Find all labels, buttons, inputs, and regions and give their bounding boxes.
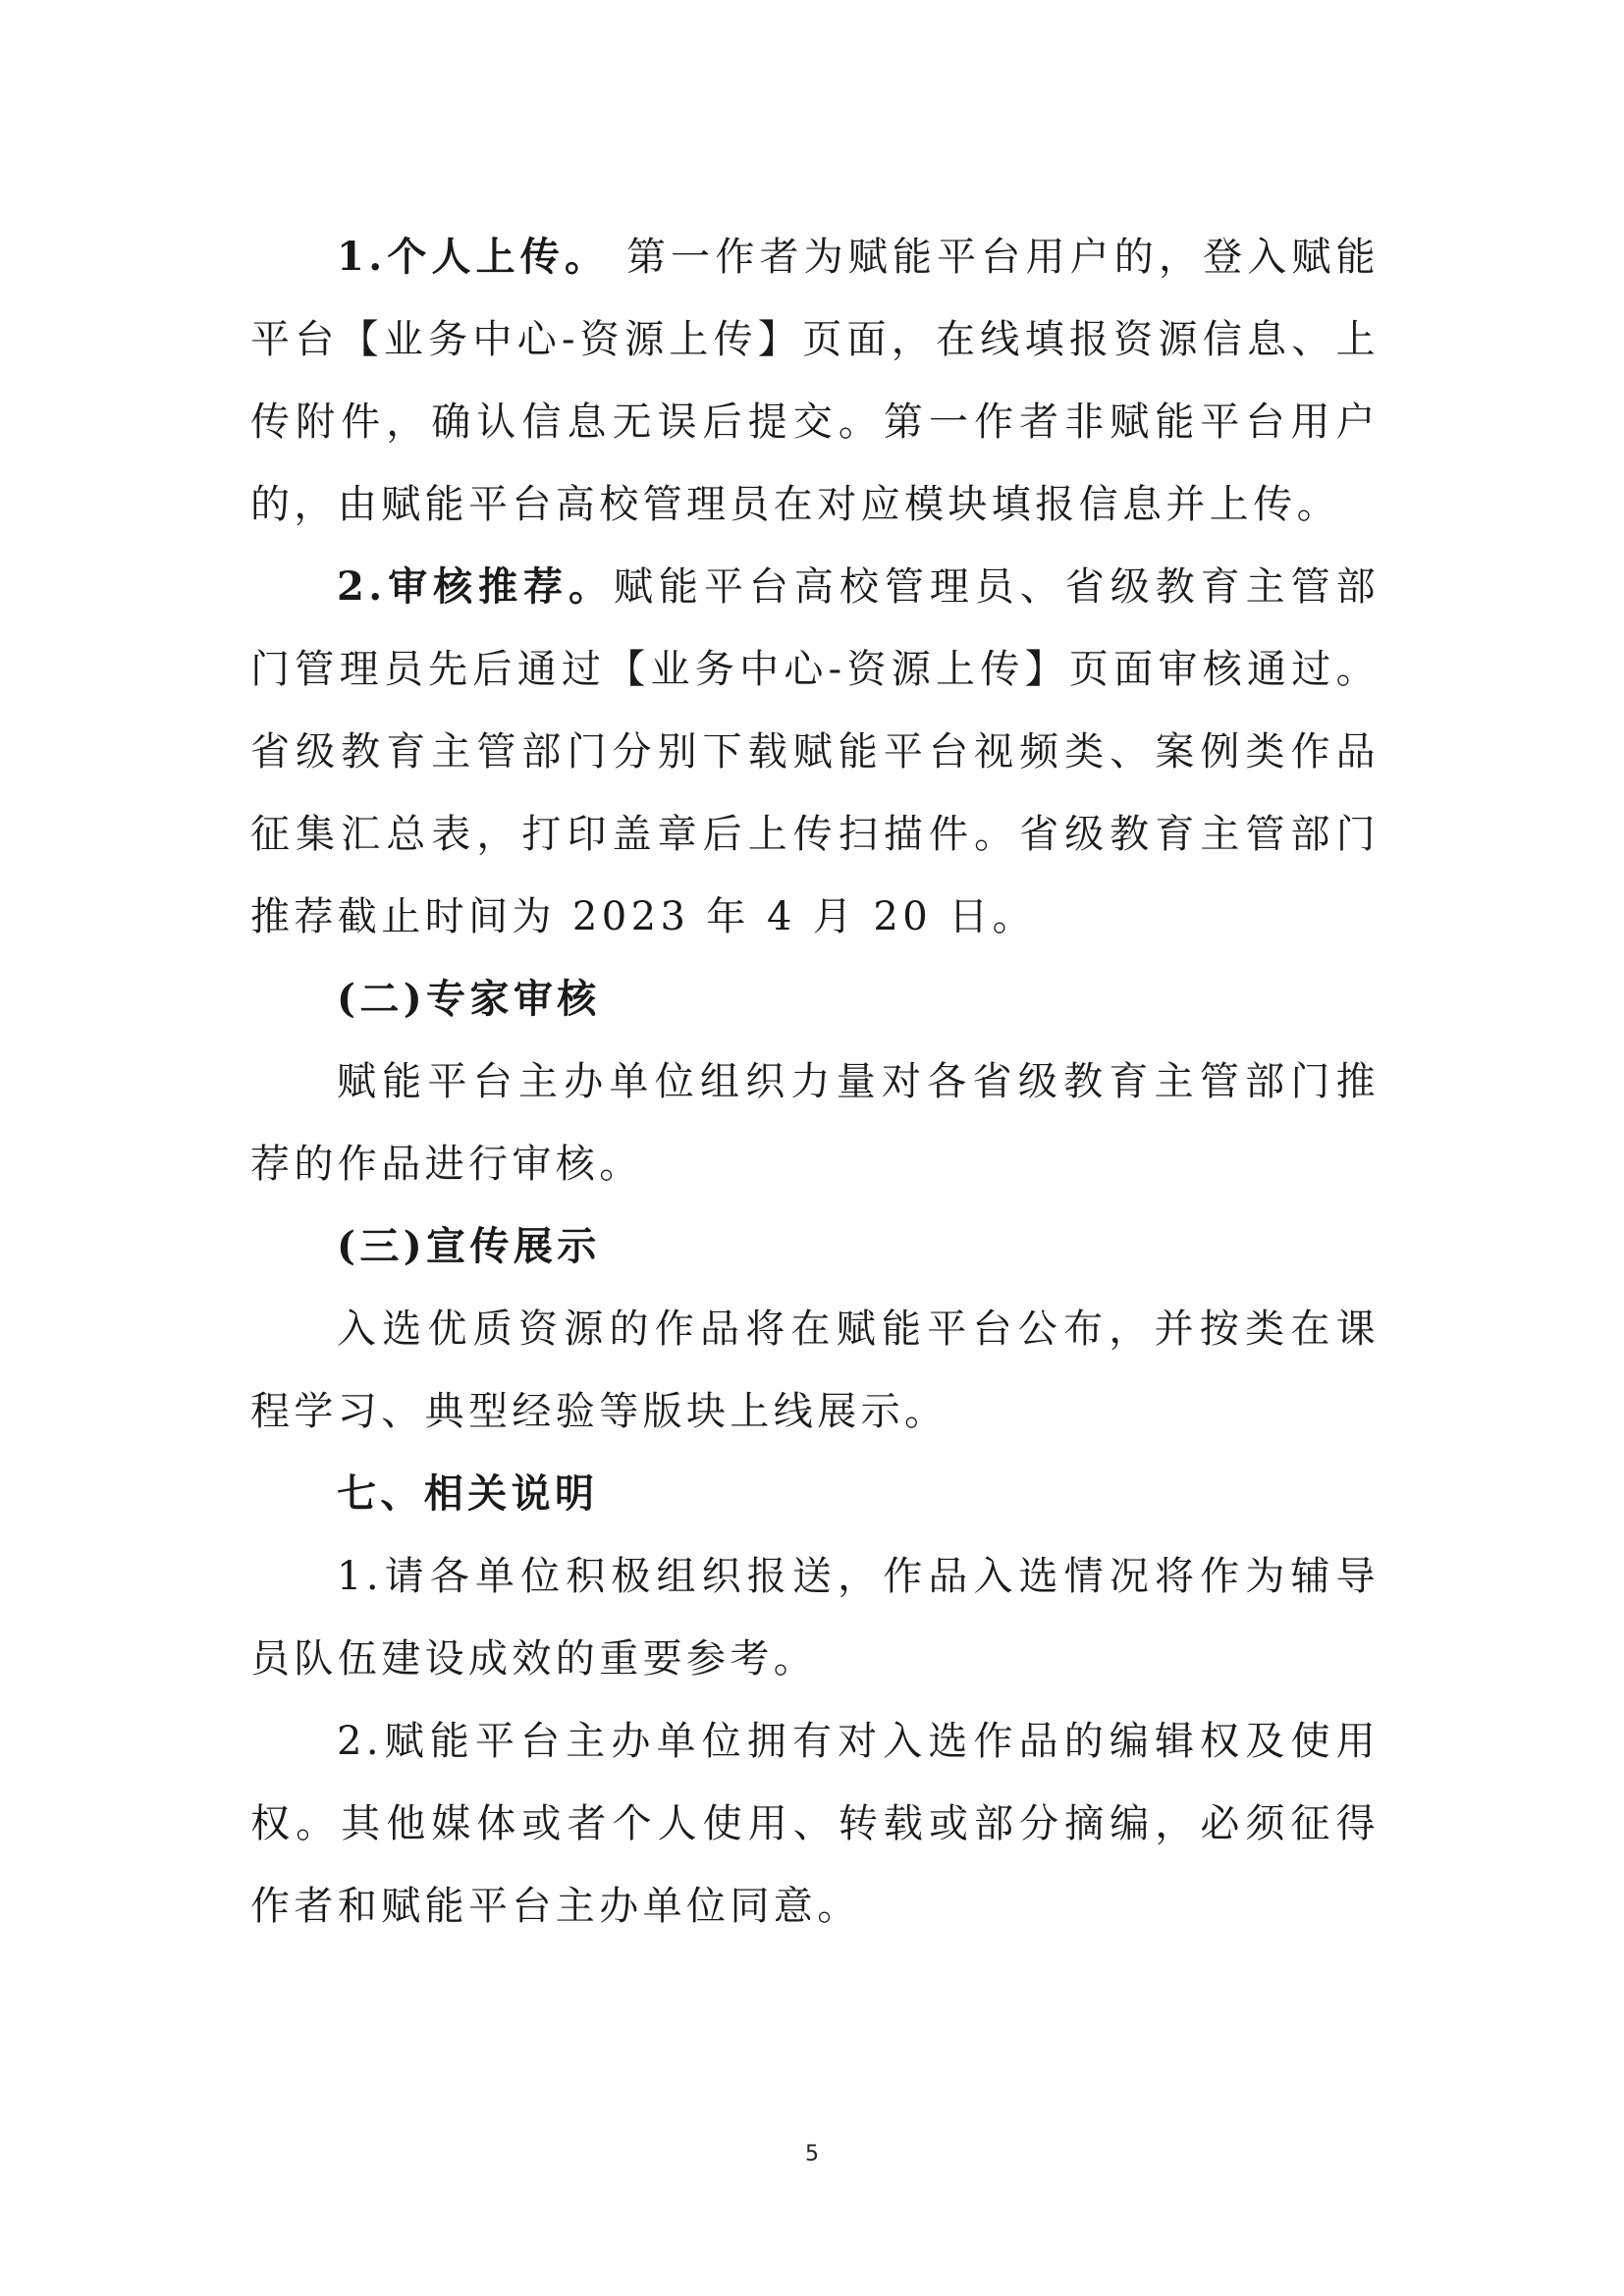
paragraph-lead: 1.个人上传。 xyxy=(337,234,610,280)
paragraph-lead: 2.审核推荐。 xyxy=(337,563,615,610)
paragraph-expert-review xyxy=(250,1041,1380,1205)
paragraph-note-2 xyxy=(250,1700,1380,1948)
paragraph-text: 赋能平台高校管理员、省级教育主管部门管理员先后通过【业务中心-资源上传】页面审核通过。省级教育主管部门分别下载赋能平台视频类、案例类作品征集汇总表，打印盖章后上传扫描件。省级教育主管部门推荐截止时间为 2023 年 4 月 20 日。 xyxy=(250,564,1380,939)
section-heading-publicity: (三)宣传展示 xyxy=(337,1223,601,1269)
paragraph-publicity xyxy=(250,1288,1380,1453)
paragraph-text: 2.赋能平台主办单位拥有对入选作品的编辑权及使用权。其他媒体或者个人使用、转载或部分摘编，必须征得作者和赋能平台主办单位同意。 xyxy=(250,1719,1380,1929)
section-heading-notes: 七、相关说明 xyxy=(337,1470,599,1517)
paragraph-text: 入选优质资源的作品将在赋能平台公布，并按类在课程学习、典型经验等版块上线展示。 xyxy=(250,1307,1380,1434)
document-body xyxy=(250,216,1380,1948)
paragraph-note-1 xyxy=(250,1535,1380,1700)
section-heading-expert-review: (二)专家审核 xyxy=(337,976,601,1022)
page-number: 5 xyxy=(805,2142,819,2166)
paragraph-text: 第一作者为赋能平台用户的，登入赋能平台【业务中心-资源上传】页面，在线填报资源信息、上传附件，确认信息无误后提交。第一作者非赋能平台用户的，由赋能平台高校管理员在对应模块填报信息并上传。 xyxy=(250,235,1380,527)
paragraph-text: 赋能平台主办单位组织力量对各省级教育主管部门推荐的作品进行审核。 xyxy=(250,1059,1380,1187)
paragraph-personal-upload xyxy=(250,216,1380,546)
paragraph-text: 1.请各单位积极组织报送，作品入选情况将作为辅导员队伍建设成效的重要参考。 xyxy=(250,1554,1380,1682)
paragraph-review-recommend xyxy=(250,546,1380,958)
